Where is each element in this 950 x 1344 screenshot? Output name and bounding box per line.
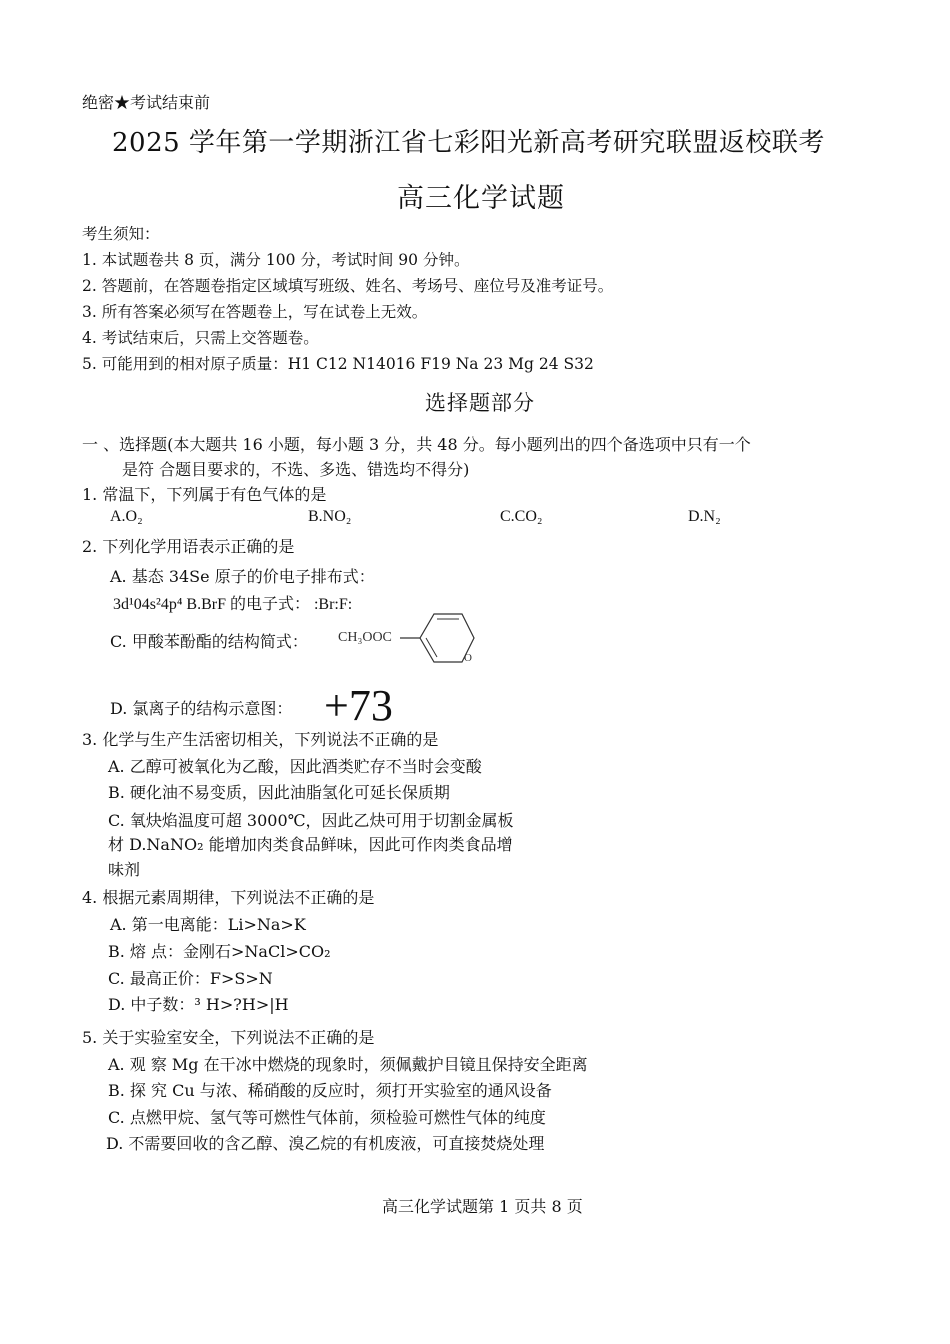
q2-option-a: A. 基态 34Se 原子的价电子排布式：: [110, 567, 375, 586]
phenyl-formate-structure: [338, 608, 478, 668]
structure-oxygen-label: O: [464, 652, 472, 664]
section-title: 选择题部分: [425, 391, 535, 415]
notice-item-2: 2. 答题前，在答题卷指定区域填写班级、姓名、考场号、座位号及准考证号。: [82, 277, 614, 295]
q2-option-a-continued: 3d¹04s²4p⁴ B.BrF 的电子式： :Br:F:: [113, 596, 353, 613]
chloride-ion-diagram: +73: [324, 681, 393, 730]
q3-option-b: B. 硬化油不易变质，因此油脂氢化可延长保质期: [108, 783, 450, 802]
q1-option-c: C.CO₂: [500, 508, 543, 525]
benzene-ring-icon: [338, 608, 478, 668]
notice-item-5: 5. 可能用到的相对原子质量：H1 C12 N14016 F19 Na 23 Mg 24 S32: [82, 355, 594, 373]
q2-stem: 2. 下列化学用语表示正确的是: [82, 537, 295, 556]
q3-option-c-continued: 材 D.NaNO₂ 能增加肉类食品鲜味，因此可作肉类食品增: [108, 835, 513, 854]
notice-heading: 考生须知：: [82, 225, 160, 243]
q5-option-c: C. 点燃甲烷、氢气等可燃性气体前，须检验可燃性气体的纯度: [108, 1108, 546, 1127]
q1-option-b: B.NO₂: [308, 508, 352, 525]
q1-option-a: A.O₂: [110, 508, 143, 525]
q4-option-c: C. 最高正价：F>S>N: [108, 969, 273, 988]
q2-option-c: C. 甲酸苯酚酯的结构简式：: [110, 632, 308, 651]
notice-item-3: 3. 所有答案必须写在答题卷上，写在试卷上无效。: [82, 303, 428, 321]
q1-stem: 1. 常温下，下列属于有色气体的是: [82, 485, 327, 504]
q5-option-b: B. 探 究 Cu 与浓、稀硝酸的反应时，须打开实验室的通风设备: [108, 1081, 552, 1100]
q2-option-d: D. 氯离子的结构示意图：: [110, 699, 293, 718]
q5-stem: 5. 关于实验室安全，下列说法不正确的是: [82, 1028, 375, 1047]
q4-stem: 4. 根据元素周期律，下列说法不正确的是: [82, 888, 375, 907]
section-intro-line-1: 一 、选择题(本大题共 16 小题，每小题 3 分，共 48 分。每小题列出的四个备选项中只有一个: [82, 435, 751, 454]
q4-option-b: B. 熔 点：金刚石>NaCl>CO₂: [108, 942, 331, 961]
q3-option-c-continued-2: 味剂: [108, 860, 141, 879]
exam-title: 2025 学年第一学期浙江省七彩阳光新高考研究联盟返校联考: [112, 128, 825, 158]
q4-option-d: D. 中子数：³ H>?H>|H: [108, 995, 289, 1014]
notice-item-4: 4. 考试结束后，只需上交答题卷。: [82, 329, 319, 347]
q1-option-d: D.N₂: [688, 508, 721, 525]
exam-subtitle: 高三化学试题: [397, 183, 565, 214]
section-intro-line-2: 是符 合题目要求的，不选、多选、错选均不得分): [122, 460, 470, 479]
q3-option-a: A. 乙醇可被氧化为乙酸，因此酒类贮存不当时会变酸: [108, 757, 482, 776]
q5-option-a: A. 观 察 Mg 在干冰中燃烧的现象时，须佩戴护目镜且保持安全距离: [108, 1055, 588, 1074]
secret-mark: 绝密★考试结束前: [82, 93, 211, 112]
notice-item-1: 1. 本试题卷共 8 页，满分 100 分，考试时间 90 分钟。: [82, 251, 470, 269]
page-footer: 高三化学试题第 1 页共 8 页: [382, 1197, 583, 1216]
q3-option-c: C. 氧炔焰温度可超 3000℃，因此乙炔可用于切割金属板: [108, 811, 514, 830]
q3-stem: 3. 化学与生产生活密切相关，下列说法不正确的是: [82, 730, 439, 749]
q5-option-d: D. 不需要回收的含乙醇、溴乙烷的有机废液，可直接焚烧处理: [106, 1134, 545, 1153]
structure-group-label: CH₃OOC: [338, 630, 392, 645]
q4-option-a: A. 第一电离能：Li>Na>K: [110, 915, 306, 934]
